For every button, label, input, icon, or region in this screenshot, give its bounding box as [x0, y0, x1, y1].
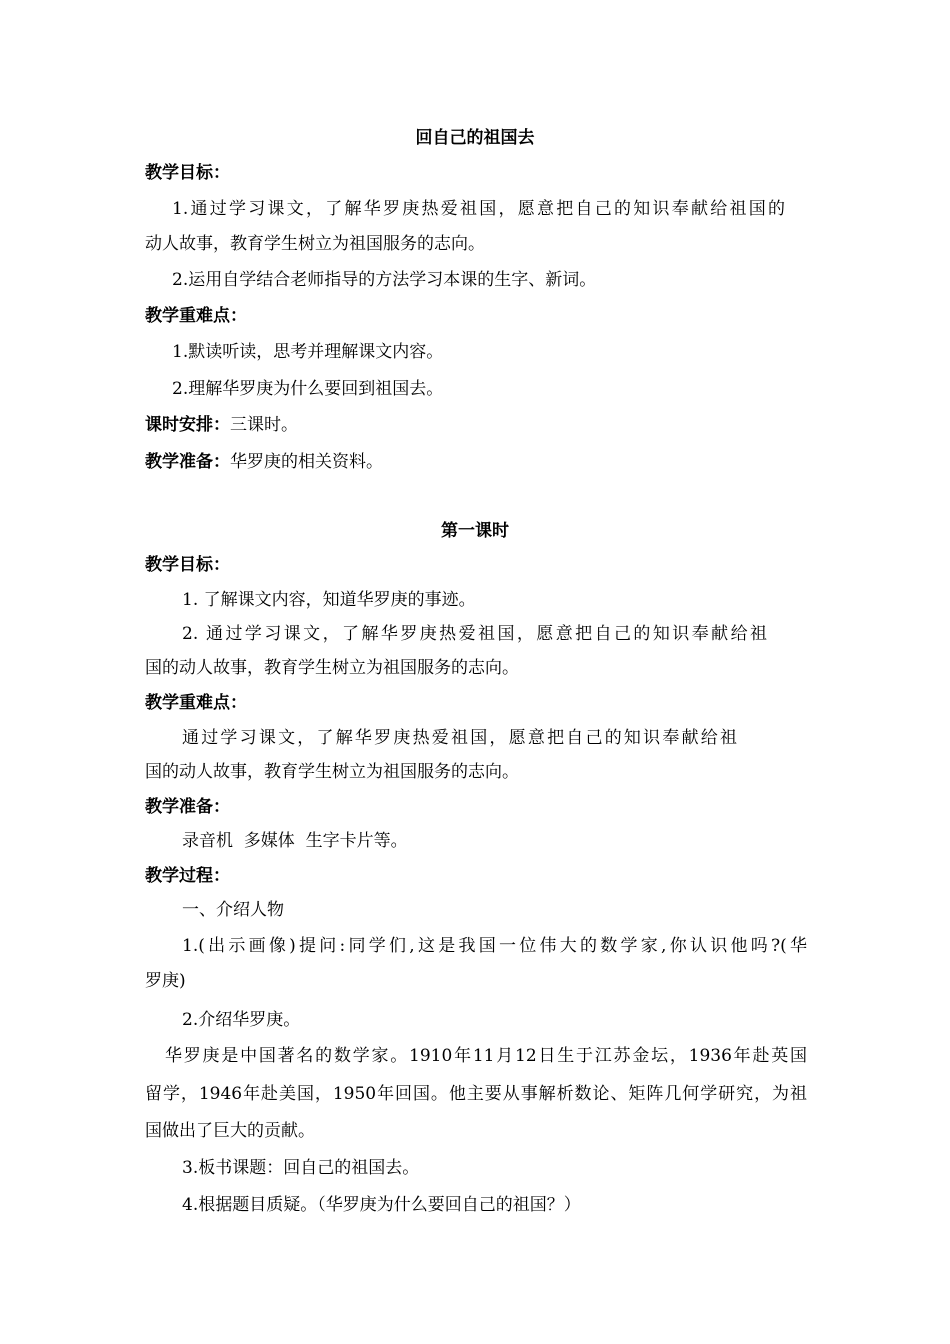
goal-item-1-cont: 动人故事，教育学生树立为祖国服务的志向。 — [145, 234, 485, 254]
lesson-goal-1: 1. 了解课文内容，知道华罗庚的事迹。 — [182, 590, 476, 610]
lesson-key-text-cont: 国的动人故事，教育学生树立为祖国服务的志向。 — [145, 762, 519, 782]
schedule-heading: 课时安排： — [145, 415, 230, 435]
schedule-value: 三课时。 — [230, 415, 298, 435]
schedule-line — [145, 414, 298, 436]
key-heading: 教学重难点： — [145, 306, 247, 326]
document-title: 回自己的祖国去 — [415, 128, 535, 148]
bio-line-1: 华罗庚是中国著名的数学家。1910年11月12日生于江苏金坛，1936年赴英国 — [165, 1046, 807, 1066]
key-item-2: 2.理解华罗庚为什么要回到祖国去。 — [172, 379, 444, 399]
lesson-title: 第一课时 — [441, 521, 509, 541]
process-step-1: 1.(出示画像)提问:同学们,这是我国一位伟大的数学家,你认识他吗?(华 — [182, 936, 807, 956]
bio-line-2: 留学，1946年赴美国，1950年回国。他主要从事解析数论、矩阵几何学研究，为祖 — [145, 1084, 807, 1104]
process-heading: 教学过程： — [145, 866, 230, 886]
goal-item-2: 2.运用自学结合老师指导的方法学习本课的生字、新词。 — [172, 270, 597, 290]
lesson-key-text: 通过学习课文，了解华罗庚热爱祖国，愿意把自己的知识奉献给祖 — [182, 728, 737, 748]
lesson-key-heading: 教学重难点： — [145, 693, 247, 713]
process-step-1-cont: 罗庚) — [145, 971, 186, 991]
prep-value: 华罗庚的相关资料。 — [230, 452, 383, 472]
process-step-4: 4.根据题目质疑。（华罗庚为什么要回自己的祖国？） — [182, 1195, 581, 1215]
lesson-goal-2: 2. 通过学习课文，了解华罗庚热爱祖国，愿意把自己的知识奉献给祖 — [182, 624, 767, 644]
lesson-prep-value: 录音机 多媒体 生字卡片等。 — [182, 831, 408, 851]
prep-heading: 教学准备： — [145, 452, 230, 472]
key-item-1: 1.默读听读，思考并理解课文内容。 — [172, 342, 444, 362]
process-step-intro: 一、介绍人物 — [182, 900, 284, 920]
goal-item-1: 1.通过学习课文，了解华罗庚热爱祖国，愿意把自己的知识奉献给祖国的 — [172, 199, 785, 219]
process-step-2: 2.介绍华罗庚。 — [182, 1010, 301, 1030]
lesson-goal-2-cont: 国的动人故事，教育学生树立为祖国服务的志向。 — [145, 658, 519, 678]
goal-heading: 教学目标： — [145, 163, 230, 183]
process-step-3: 3.板书课题：回自己的祖国去。 — [182, 1158, 420, 1178]
lesson-goal-heading: 教学目标： — [145, 555, 230, 575]
prep-line — [145, 451, 383, 473]
bio-line-3: 国做出了巨大的贡献。 — [145, 1121, 315, 1141]
lesson-prep-heading: 教学准备： — [145, 797, 230, 817]
